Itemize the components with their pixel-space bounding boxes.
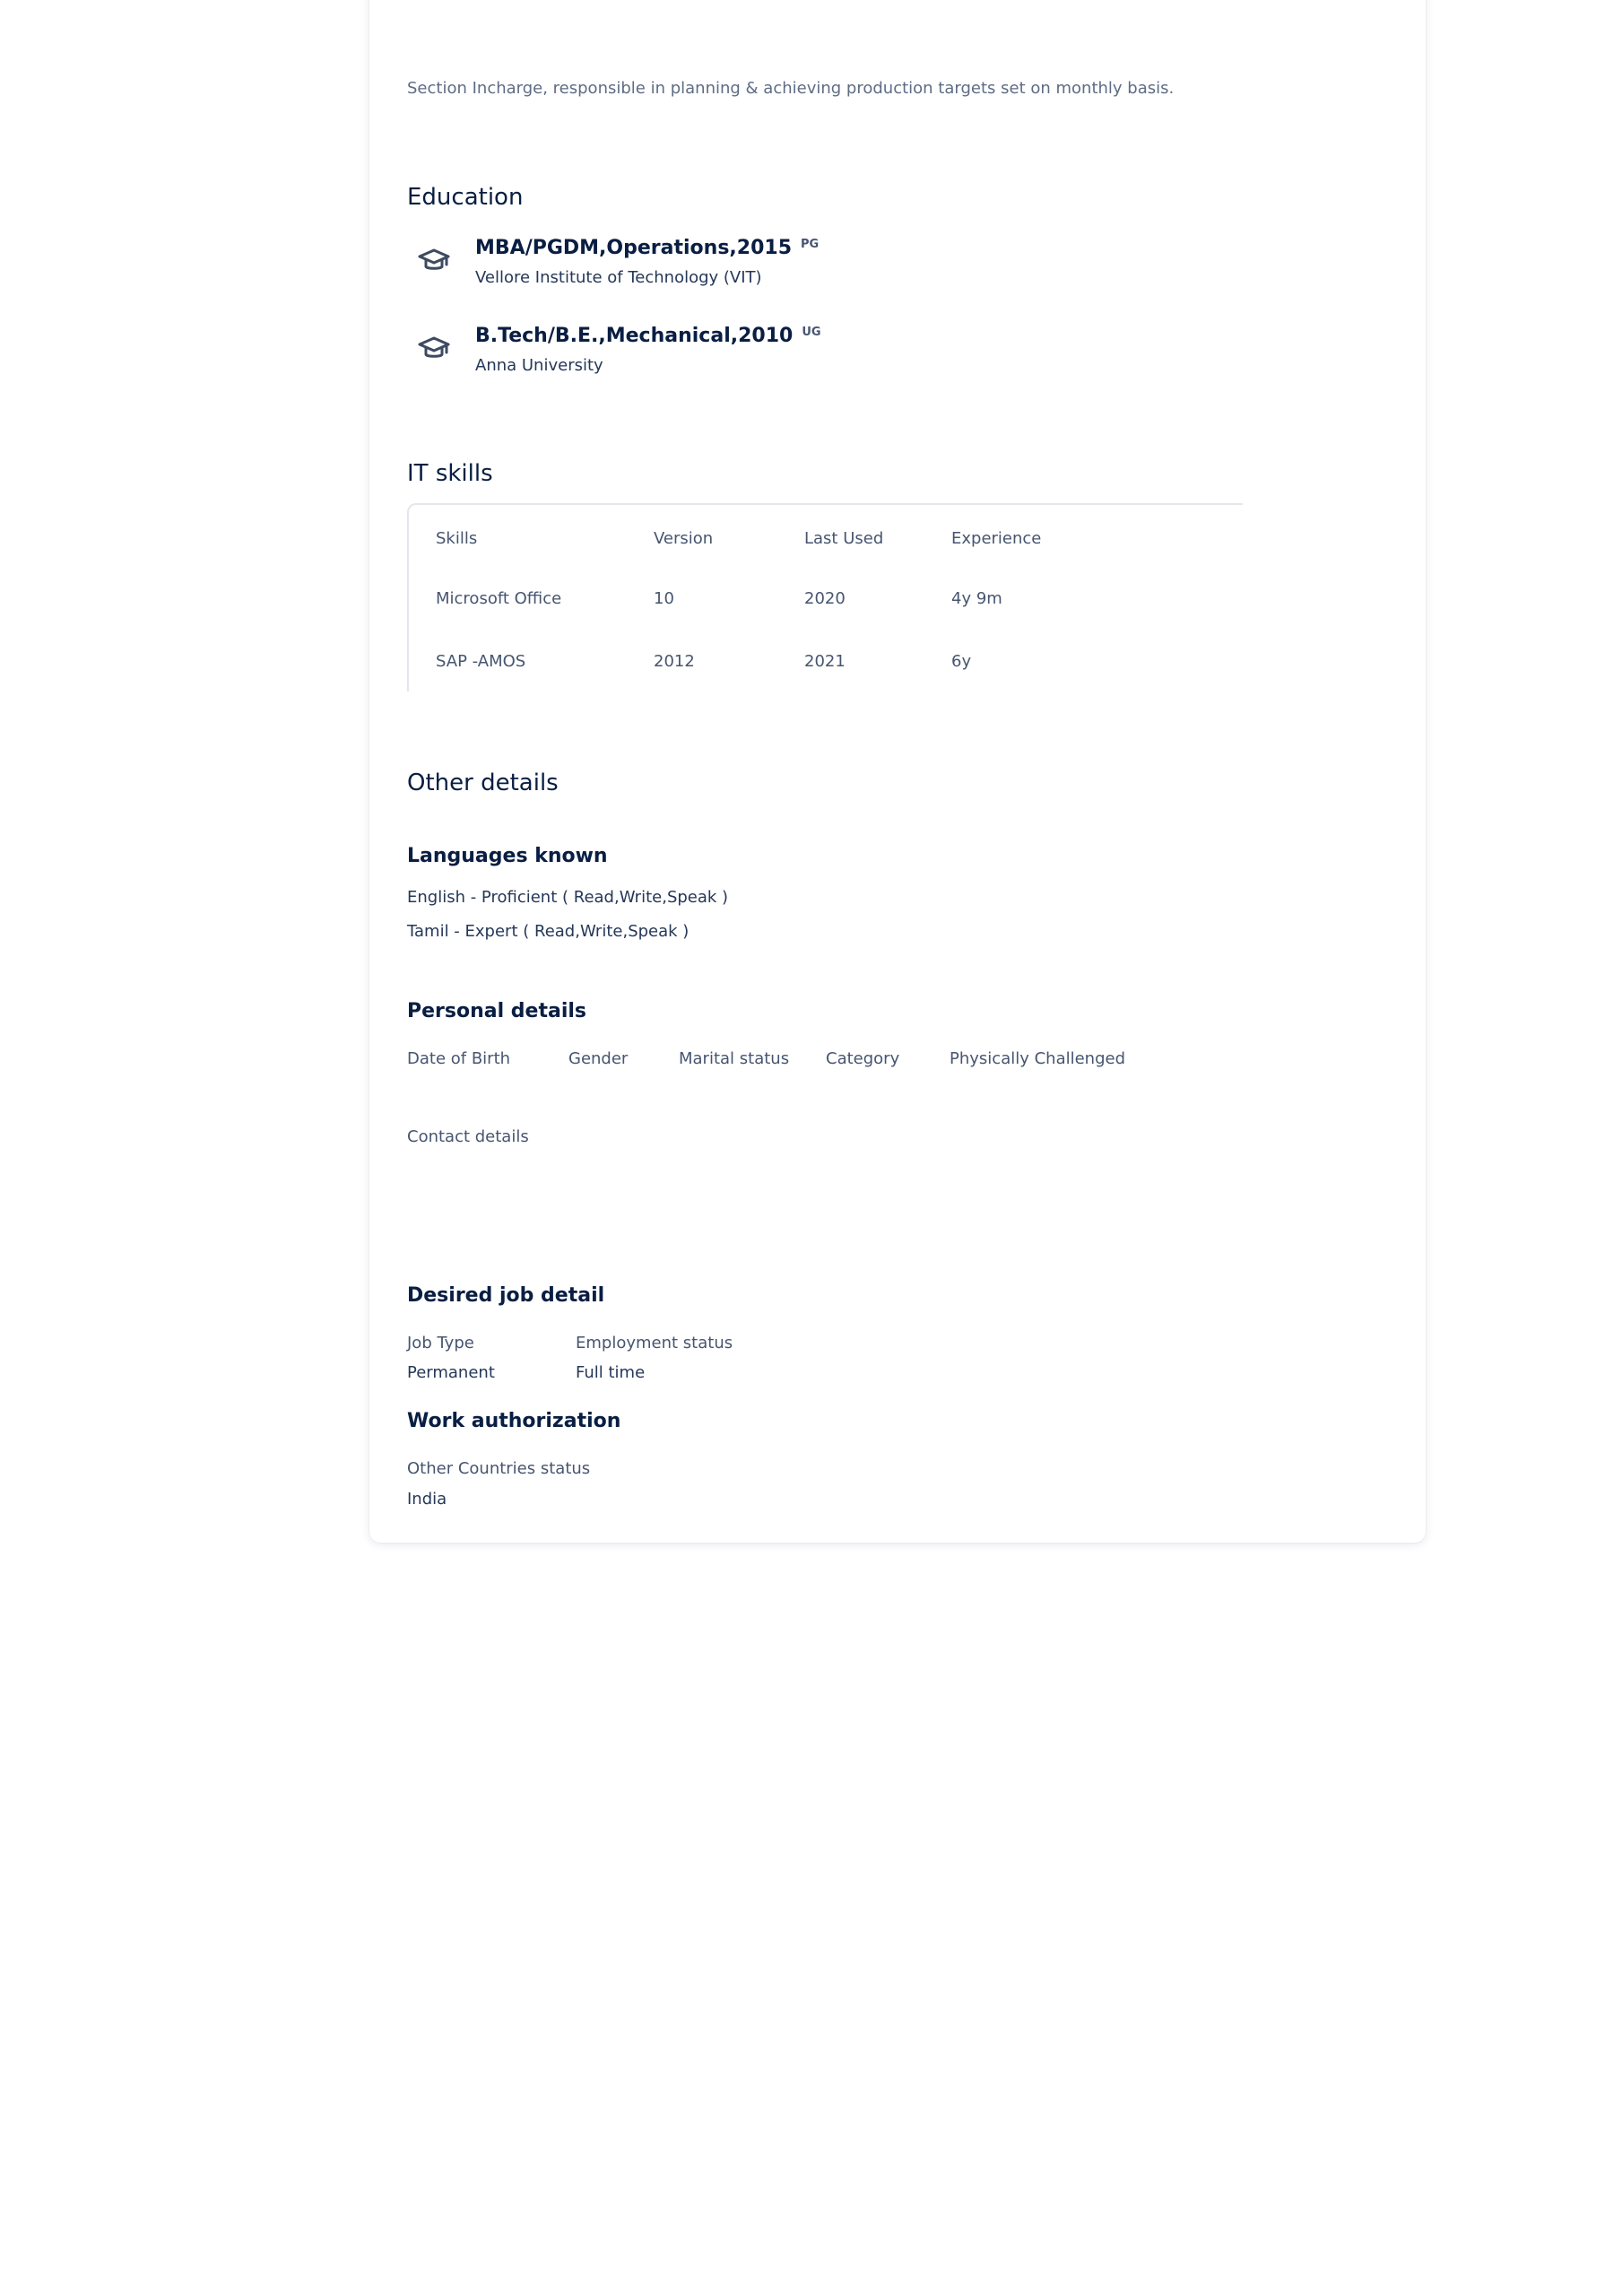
graduation-cap-icon	[416, 330, 452, 366]
marital-status-label: Marital status	[679, 1049, 790, 1068]
table-cell-version: 2012	[654, 652, 695, 671]
language-abilities: ( Read,Write,Speak )	[562, 888, 729, 907]
it-skills-section-title: IT skills	[407, 460, 493, 487]
table-cell-last-used: 2021	[804, 652, 846, 671]
languages-known-title: Languages known	[407, 845, 608, 867]
language-item	[407, 922, 689, 941]
employment-status-value: Full time	[576, 1363, 646, 1382]
work-authorization-title: Work authorization	[407, 1410, 621, 1432]
gender-label: Gender	[568, 1049, 629, 1068]
other-countries-status-label: Other Countries status	[407, 1459, 591, 1478]
table-header-version: Version	[654, 529, 714, 548]
contact-details-label: Contact details	[407, 1127, 529, 1146]
category-label: Category	[826, 1049, 900, 1068]
other-details-section-title: Other details	[407, 770, 559, 796]
language-name: Tamil - Expert	[407, 922, 518, 941]
table-cell-skill: SAP -AMOS	[436, 652, 526, 671]
language-name: English - Proficient	[407, 888, 558, 907]
table-cell-skill: Microsoft Office	[436, 589, 562, 608]
date-of-birth-label: Date of Birth	[407, 1049, 511, 1068]
education-institution: Vellore Institute of Technology (VIT)	[475, 268, 762, 287]
education-section-title: Education	[407, 184, 524, 211]
profile-summary-text: Section Incharge, responsible in planning & achieving production targets set on monthly basis.	[407, 79, 1175, 98]
table-header-skills: Skills	[436, 529, 478, 548]
graduation-cap-icon	[416, 242, 452, 278]
education-institution: Anna University	[475, 356, 603, 375]
table-header-last-used: Last Used	[804, 529, 884, 548]
table-cell-last-used: 2020	[804, 589, 846, 608]
language-item	[407, 888, 728, 907]
table-cell-version: 10	[654, 589, 674, 608]
table-cell-experience: 6y	[951, 652, 972, 671]
personal-details-title: Personal details	[407, 1000, 587, 1022]
table-cell-experience: 4y 9m	[951, 589, 1002, 608]
table-header-experience: Experience	[951, 529, 1042, 548]
other-countries-status-value: India	[407, 1490, 447, 1509]
education-degree: MBA/PGDM,Operations,2015	[475, 237, 792, 259]
job-type-label: Job Type	[407, 1334, 474, 1352]
desired-job-detail-title: Desired job detail	[407, 1284, 605, 1307]
job-type-value: Permanent	[407, 1363, 495, 1382]
physically-challenged-label: Physically Challenged	[950, 1049, 1126, 1068]
education-degree: B.Tech/B.E.,Mechanical,2010	[475, 325, 794, 347]
employment-status-label: Employment status	[576, 1334, 733, 1352]
education-level-badge: PG	[801, 238, 820, 251]
language-abilities: ( Read,Write,Speak )	[523, 922, 690, 941]
education-level-badge: UG	[802, 326, 821, 339]
